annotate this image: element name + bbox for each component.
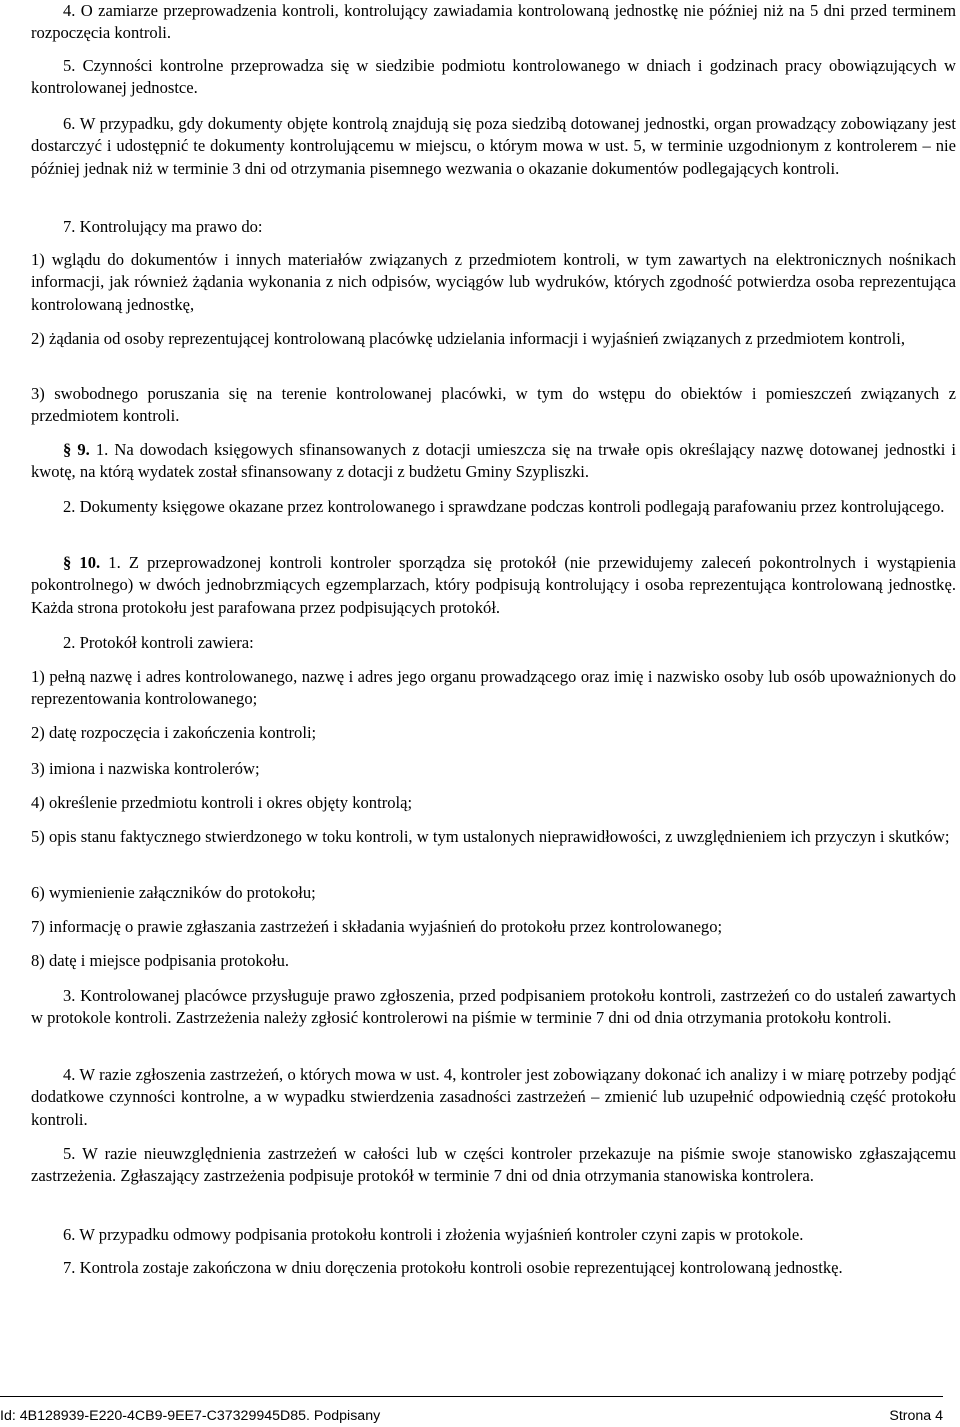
- list-item-7-3: 3) swobodnego poruszania się na terenie kontrolowanej placówki, w tym do wstępu do obiektów i pomieszczeń związanych z przedmiotem kontroli.: [31, 384, 956, 426]
- section-9-label: § 9.: [63, 440, 90, 459]
- paragraph-5: 5. Czynności kontrolne przeprowadza się w siedzibie podmiotu kontrolowanego w dniach i godzinach pracy obowiązujących w kontrolowanej jednostce.: [31, 56, 956, 98]
- list-item-10-2-1: 1) pełną nazwę i adres kontrolowanego, nazwę i adres jego organu prowadzącego oraz imię i nazwisko osoby lub osób upoważnionych do reprezentowania kontrolowanego;: [31, 667, 956, 709]
- section-9-text-1: 1. Na dowodach księgowych sfinansowanych z dotacji umieszcza się na trwałe opis określający nazwę dotowanej jednostki i kwotę, na którą wydatek został sfinansowany z dotacji z budżetu Gminy Szypliszki.: [31, 440, 957, 482]
- list-item-10-2-6: 6) wymienienie załączników do protokołu;: [31, 883, 316, 902]
- section-10-paragraph-7: 7. Kontrola zostaje zakończona w dniu doręczenia protokołu kontroli osobie reprezentującej kontrolowaną jednostkę.: [63, 1258, 843, 1277]
- list-item-10-2-2: 2) datę rozpoczęcia i zakończenia kontroli;: [31, 723, 317, 742]
- list-item-10-2-8: 8) datę i miejsce podpisania protokołu.: [31, 951, 290, 970]
- section-10-paragraph-5: 5. W razie nieuwzględnienia zastrzeżeń w całości lub w części kontroler przekazuje na piśmie swoje stanowisko zgłaszającemu zastrzeżenia. Zgłaszający zastrzeżenia podpisuje protokół w terminie 7 dni od dnia otrzymania stanowiska kontrolera.: [31, 1144, 956, 1186]
- section-10-paragraph-6: 6. W przypadku odmowy podpisania protokołu kontroli i złożenia wyjaśnień kontroler czyni zapis w protokole.: [63, 1225, 804, 1244]
- list-item-10-2-7: 7) informację o prawie zgłaszania zastrzeżeń i składania wyjaśnień do protokołu przez kontrolowanego;: [31, 917, 723, 936]
- list-item-7-2: 2) żądania od osoby reprezentującej kontrolowaną placówkę udzielania informacji i wyjaśnień związanych z przedmiotem kontroli,: [31, 329, 906, 348]
- page-number: Strona 4: [889, 1408, 943, 1424]
- section-10-paragraph-1: [31, 552, 956, 619]
- section-9-paragraph-1: [31, 439, 956, 484]
- section-10-paragraph-3: 3. Kontrolowanej placówce przysługuje prawo zgłoszenia, przed podpisaniem protokołu kontroli, zastrzeżeń co do ustaleń zawartych w protokole kontroli. Zastrzeżenia należy zgłosić kontrolerowi na piśmie w terminie 7 dni od dnia otrzymania protokołu kontroli.: [31, 986, 956, 1028]
- section-10-text-1: 1. Z przeprowadzonej kontroli kontroler sporządza się protokół (nie przewidujemy zaleceń pokontrolnych i wystąpienia pokontrolnego) w dwóch jednobrzmiących egzemplarzach, który podpisują kontrolujący i osoba reprezentująca kontrolowaną jednostkę. Każda strona protokołu jest parafowana przez podpisujących protokół.: [31, 553, 957, 617]
- section-10-paragraph-2: 2. Protokół kontroli zawiera:: [63, 633, 254, 652]
- page-footer: [0, 1396, 943, 1423]
- list-item-10-2-4: 4) określenie przedmiotu kontroli i okres objęty kontrolą;: [31, 793, 413, 812]
- list-item-7-1: 1) wglądu do dokumentów i innych materiałów związanych z przedmiotem kontroli, w tym zawartych na elektronicznych nośnikach informacji, jak również żądania wykonania z nich odpisów, wyciągów lub wydruków, których zgodność potwierdza osoba reprezentująca kontrolowaną jednostkę,: [31, 250, 956, 314]
- section-10-label: § 10.: [63, 553, 101, 572]
- paragraph-4: 4. O zamiarze przeprowadzenia kontroli, kontrolujący zawiadamia kontrolowaną jednostkę nie później niż na 5 dni przed terminem rozpoczęcia kontroli.: [31, 1, 956, 43]
- paragraph-7: 7. Kontrolujący ma prawo do:: [63, 217, 263, 236]
- paragraph-6: 6. W przypadku, gdy dokumenty objęte kontrolą znajdują się poza siedzibą dotowanej jednostki, organ prowadzący zobowiązany jest dostarczyć i udostępnić te dokumenty kontrolującemu w miejscu, o którym mowa w ust. 5, w terminie uzgodnionym z kontrolerem – nie później jednak niż w terminie 3 dni od otrzymania pisemnego wezwania o okazanie dokumentów podlegających kontroli.: [31, 114, 956, 178]
- section-9-paragraph-2: 2. Dokumenty księgowe okazane przez kontrolowanego i sprawdzane podczas kontroli podlegają parafowaniu przez kontrolującego.: [63, 497, 945, 516]
- document-id: Id: 4B128939-E220-4CB9-9EE7-C37329945D85. Podpisany: [0, 1408, 381, 1424]
- section-10-paragraph-4: 4. W razie zgłoszenia zastrzeżeń, o których mowa w ust. 4, kontroler jest zobowiązany dokonać ich analizy i w miarę potrzeby podjąć dodatkowe czynności kontrolne, a w wypadku stwierdzenia zasadności zastrzeżeń – zmienić lub uzupełnić odpowiednią część protokołu kontroli.: [31, 1065, 956, 1129]
- list-item-10-2-3: 3) imiona i nazwiska kontrolerów;: [31, 759, 260, 778]
- list-item-10-2-5: 5) opis stanu faktycznego stwierdzonego w toku kontroli, w tym ustalonych nieprawidłowości, z uwzględnieniem ich przyczyn i skutków;: [31, 827, 950, 846]
